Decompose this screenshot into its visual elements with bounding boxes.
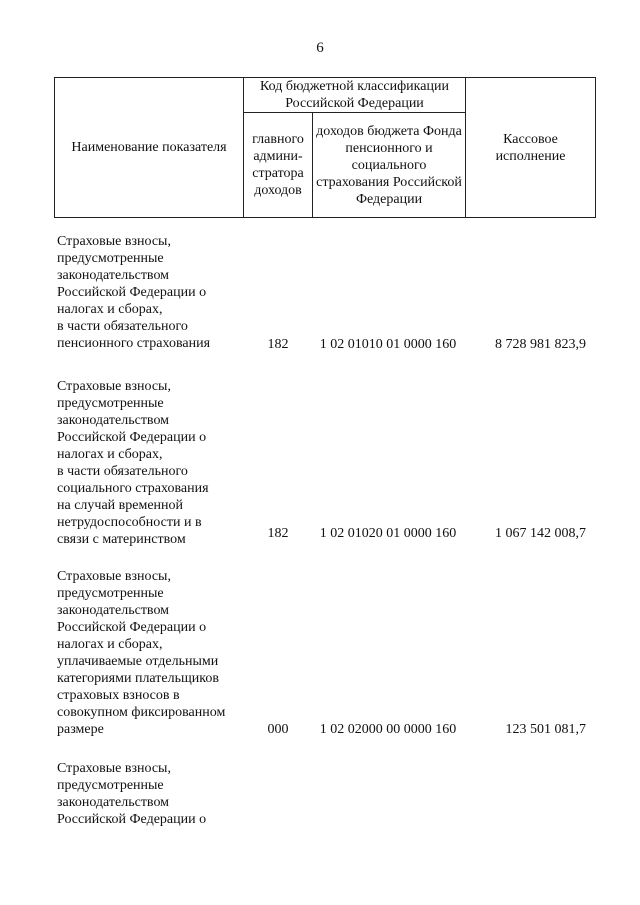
table-row: [0, 760, 640, 828]
table-header: [54, 77, 596, 218]
table-body: [0, 233, 640, 828]
table-row: [0, 568, 640, 738]
budget-classification-code: 1 02 01020 01 0000 160: [319, 526, 457, 541]
table-row: [0, 378, 640, 547]
administrator-code: 182: [267, 526, 289, 541]
column-header-budget-income: доходов бюджета Фонда пенсионного и социального страхования Российской Федерации: [313, 113, 466, 218]
cash-execution-amount: 1 067 142 008,7: [495, 526, 586, 541]
budget-classification-code: 1 02 02000 00 0000 160: [319, 722, 457, 737]
indicator-name: Страховые взносы, предусмотренные законодательством Российской Федерации о налогах и сборах, уплачиваемые отдельными категориями плательщиков страховых взносов в совокупном фиксированном размере: [57, 569, 226, 737]
page-number: 6: [316, 40, 324, 56]
column-header-classification-code: Код бюджетной классификации Российской Федерации: [244, 78, 466, 113]
indicator-name: Страховые взносы, предусмотренные законодательством Российской Федерации о налогах и сборах, в части обязательного пенсионного страхования: [57, 234, 211, 351]
administrator-code: 000: [267, 722, 289, 737]
cash-execution-amount: 123 501 081,7: [505, 722, 586, 737]
indicator-name: Страховые взносы, предусмотренные законодательством Российской Федерации о налогах и сборах, в части обязательного социального страхования на случай временной нетрудоспособности и в связи с материнством: [57, 379, 209, 547]
budget-classification-code: 1 02 01010 01 0000 160: [319, 337, 457, 352]
column-header-cash-execution: Кассовое исполнение: [466, 78, 596, 218]
column-header-chief-administrator: главного админи-стратора доходов: [244, 113, 313, 218]
table-row: [0, 233, 640, 353]
cash-execution-amount: 8 728 981 823,9: [495, 337, 586, 352]
indicator-name: Страховые взносы, предусмотренные законодательством Российской Федерации о: [57, 761, 207, 827]
column-header-name: Наименование показателя: [55, 78, 244, 218]
administrator-code: 182: [267, 337, 289, 352]
